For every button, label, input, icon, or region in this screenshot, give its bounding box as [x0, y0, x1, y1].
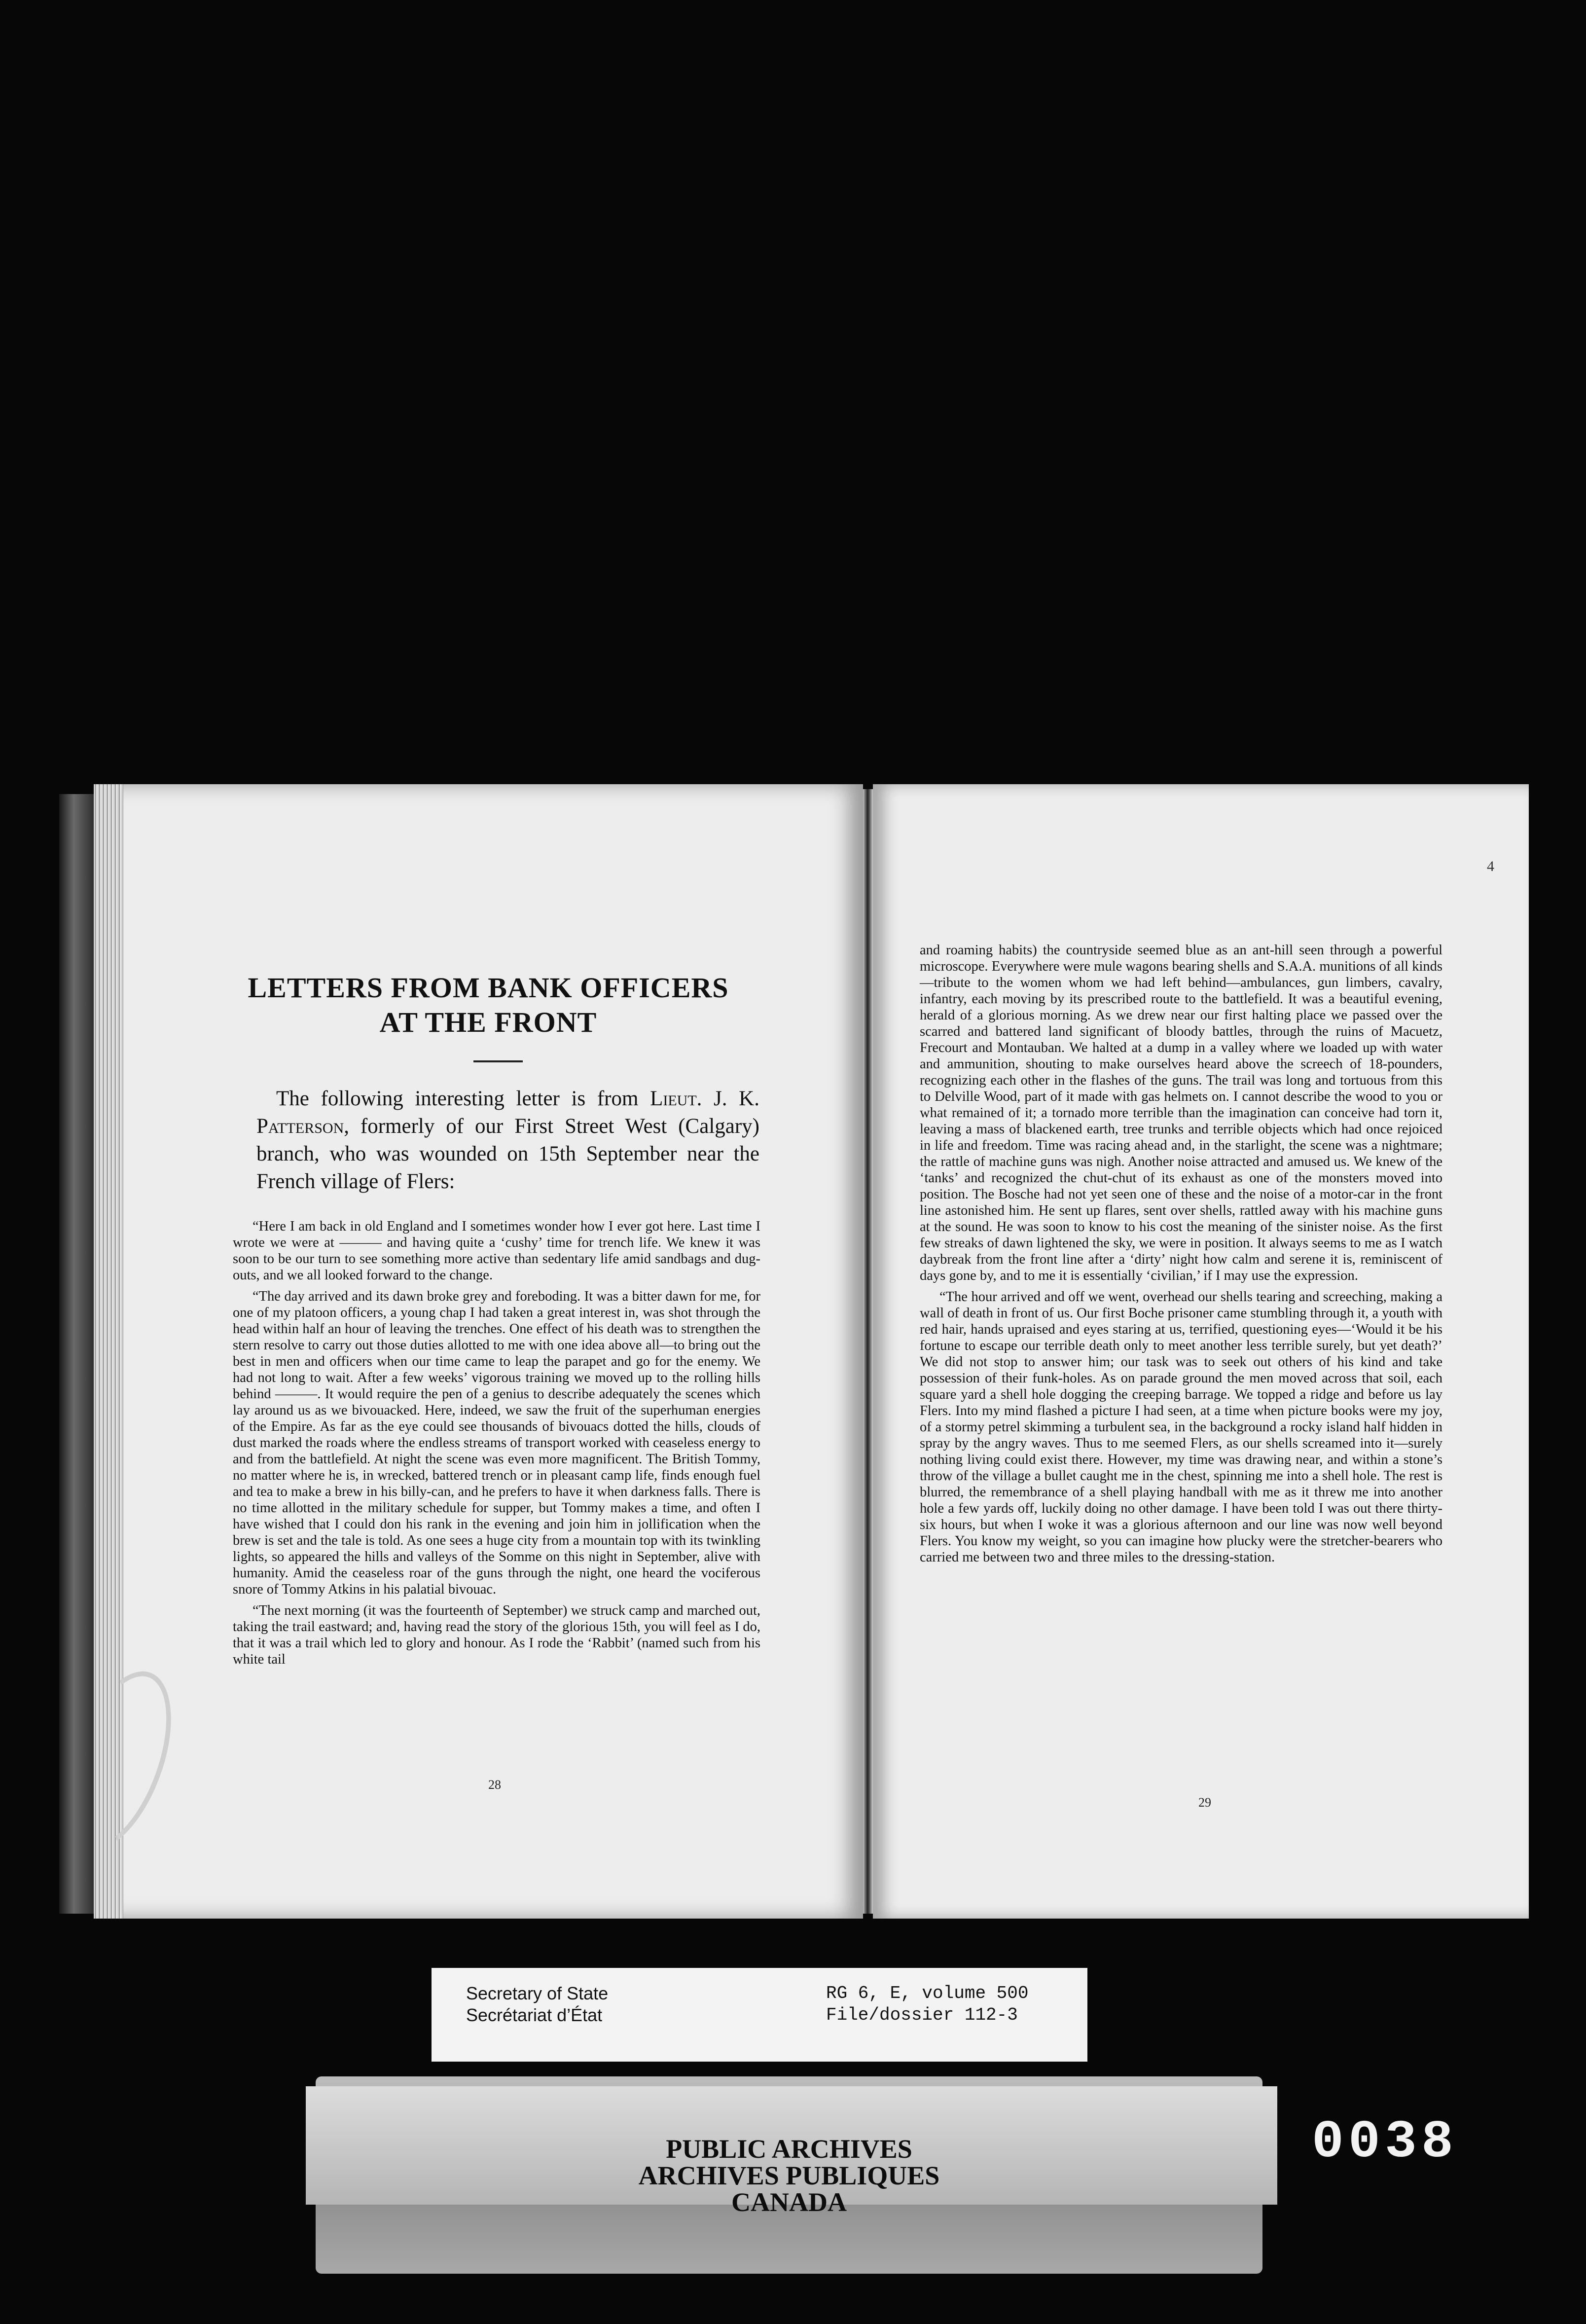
department-en: Secretary of State [466, 1983, 609, 2003]
frame-digit: 0 [1312, 2112, 1344, 2173]
right-body-text [920, 942, 1442, 1570]
banner-line-3: CANADA [731, 2187, 847, 2217]
frame-digit: 8 [1421, 2112, 1453, 2173]
reference-file: File/dossier 112-3 [826, 2005, 1018, 2025]
banner-line-2: ARCHIVES PUBLIQUES [638, 2161, 940, 2190]
letter-paragraph: “The hour arrived and off we went, overhead our shells tearing and screeching, making a wall of death in front of us. Our first Boche prisoner came stumbling through it, a youth with red hair, hands upraised and eyes staring at us, terrified, questioning eyes—‘Would it be his fortune to escape our terrible death only to meet another less terrible surely, but yet death?’ We did not stop to answer him; our task was to seek out others of his kind and take possession of their funk-holes. As on parade ground the men moved across that soil, each square yard a shell hole dogging the creeping barrage. We topped a ridge and before us lay Flers. Into my mind flashed a picture I had seen, at a time when picture books were my joy, of a stormy petrel skimming a turbulent sea, in the background a rocky island half hidden in spray by the angry waves. Thus to me seemed Flers, as our shells screamed into it—surely nothing living could exist there. However, my time was drawing near, and within a stone’s throw of the village a bullet caught me in the chest, spinning me into a shell hole. The rest is blurred, the remembrance of a shell playing handball with me as it threw me into another hole a few yards off, luckily doing no other damage. I have been told I was out there thirty-six hours, but when I woke it was a glorious afternoon and our line was now well beyond Flers. You know my weight, so you can imagine how plucky were the stretcher-bearers who carried me between two and three miles to the dressing-station. [920, 1289, 1442, 1565]
article-title [242, 971, 735, 1040]
title-divider [473, 1060, 523, 1062]
intro-name: Lieut. J. K. Patterson [256, 1087, 759, 1138]
department-label [466, 1983, 608, 2026]
intro-suffix: , formerly of our First Street West (Calgary) branch, who was wounded on 15th September near the French village of Flers: [256, 1115, 759, 1193]
book-gutter [863, 789, 873, 1914]
archive-label-card [432, 1968, 1087, 2062]
banner-line-1: PUBLIC ARCHIVES [666, 2134, 912, 2164]
letter-paragraph: “Here I am back in old England and I sometimes wonder how I ever got here. Last time I wrote we were at ——— and having quite a ‘cushy’ time for trench life. We knew it was soon to be our turn to see something more active than sedentary life amid sandbags and dug-outs, and we all looked forward to the change. [233, 1219, 760, 1283]
title-line-1: LETTERS FROM BANK OFFICERS [248, 972, 729, 1004]
title-line-2: AT THE FRONT [379, 1006, 597, 1038]
left-page [94, 784, 863, 1919]
frame-digit: 3 [1385, 2112, 1417, 2173]
left-body-text [233, 1218, 760, 1672]
intro-prefix: The following interesting letter is from [276, 1087, 650, 1110]
reference-volume: RG 6, E, volume 500 [826, 1983, 1029, 2003]
letter-paragraph: “The next morning (it was the fourteenth of September) we struck camp and marched out, taking the trail eastward; and, having read the story of the glorious 15th, you will feel as I do, that it was a trail which led to glory and honour. As I rode the ‘Rabbit’ (named such from his white tail [233, 1603, 760, 1667]
department-fr: Secrétariat d’État [466, 2005, 603, 2025]
intro-paragraph [256, 1085, 759, 1196]
corner-mark: 4 [1487, 858, 1494, 874]
letter-paragraph: “The day arrived and its dawn broke grey and foreboding. It was a bitter dawn for me, for one of my platoon officers, a young chap I had taken a great interest in, was shot through the head within half an hour of leaving the trenches. One effect of his death was to strengthen the stern resolve to carry out those duties allotted to me with one idea above all—to bring out the best in men and officers when our time came to leap the parapet and go for the enemy. We had not long to wait. After a few weeks’ vigorous training we moved up to the rolling hills behind ———. It would require the pen of a genius to describe adequately the scenes which lay around us as we bivouacked. Here, indeed, we saw the fruit of the superhuman energies of the Empire. As far as the eye could see thousands of bivouacs dotted the hills, clouds of dust marked the roads where the endless streams of transport worked with ceaseless energy to and from the battlefield. At night the scene was even more magnificent. The British Tommy, no matter where he is, in wrecked, battered trench or in pleasant camp life, finds enough fuel and tea to make a brew in his billy-can, and he prefers to have it when darkness falls. There is no time allotted in the military schedule for supper, but Tommy makes a time, and often I have wished that I could don his rank in the evening and join him in jollification when the brew is set and the tale is told. As one sees a huge city from a mountain top with its twinkling lights, so appeared the hills and valleys of the Somme on this night in September, alive with humanity. Amid the ceaseless roar of the guns through the night, one heard the vociferous snore of Tommy Atkins in his palatial bivouac. [233, 1289, 760, 1597]
page-number-right: 29 [1198, 1795, 1211, 1810]
frame-digit: 0 [1348, 2112, 1380, 2173]
book-spread [59, 784, 1529, 1919]
reference-label [826, 1983, 1028, 2026]
page-number-left: 28 [488, 1778, 501, 1792]
archives-banner-text [513, 2136, 1065, 2215]
right-page [873, 784, 1529, 1919]
letter-paragraph: and roaming habits) the countryside seemed blue as an ant-hill seen through a powerful microscope. Everywhere were mule wagons bearing shells and S.A.A. munitions of all kinds—tribute to the women whom we had left behind—ambulances, gun limbers, cavalry, infantry, each moving by its prescribed route to the battlefield. It was a beautiful evening, herald of a glorious morning. As we drew near our first halting place we passed over the scarred and battered land significant of bloody battles, through the ruins of Macuetz, Frecourt and Montauban. We halted at a dump in a valley where we loaded up with water and ammunition, shouting to make ourselves heard above the screech of 18-pounders, recognizing each other in the flashes of the guns. The trail was long and tortuous from this to Delville Wood, part of it made with gas helmets on. I cannot describe the wood to you or what remained of it; a tornado more terrible than the imagination can conceive had torn it, leaving a mass of blackened earth, tree trunks and terrible objects which had once rejoiced in life and freedom. Time was racing ahead and, in the starlight, the scene was a nightmare; the rattle of machine guns was nigh. Another noise attracted and amused us. We knew of the ‘tanks’ and recognized the chut-chut of its exhaust as one of the monsters moved into position. The Bosche had not yet seen one of these and the noise of a motor-car in the front line astonished him. He sent up flares, sent over shells, rattled away with his machine guns at the sound. He was soon to know to his cost the meaning of the sinister noise. As the first few streaks of dawn lightened the sky, we were in position. It always seems to me as I watch daybreak from the front line after a ‘dirty’ night how calm and serene it is, reminiscent of days gone by, and to me it is essentially ‘civilian,’ if I may use the expression. [920, 943, 1442, 1283]
frame-number [1312, 2112, 1460, 2173]
